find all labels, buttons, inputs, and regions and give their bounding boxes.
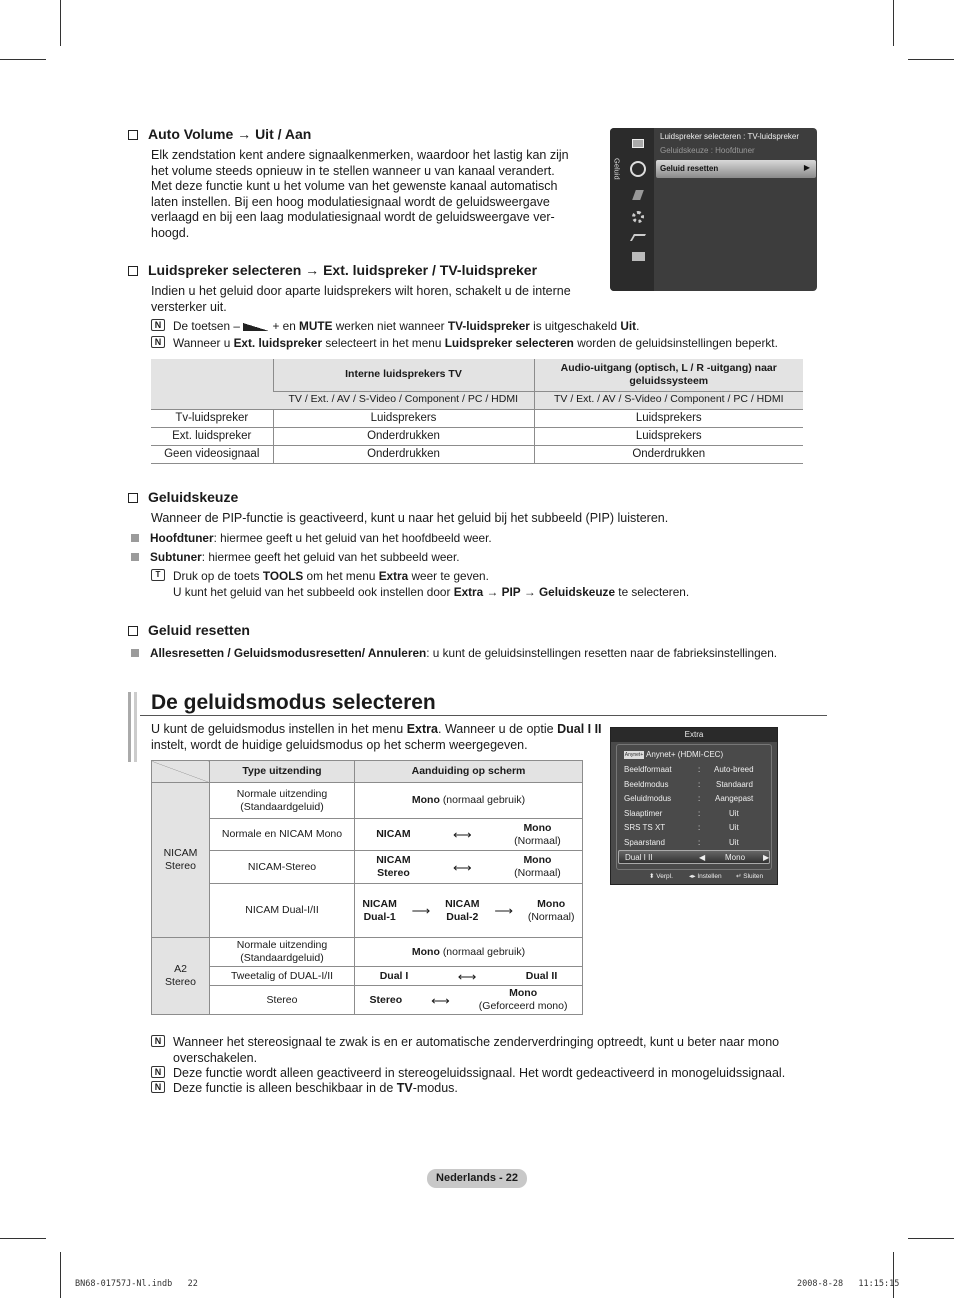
menu-row[interactable]: Beeldmodus : Standaard [624,780,753,789]
application-icon [632,252,645,261]
group-nicam: NICAM Stereo [152,783,210,938]
note-icon: N [151,319,165,331]
crop-mark [908,59,954,60]
table-row: NICAM-Stereo NICAM Stereo ⟷ Mono (Normaal) [152,851,583,884]
table-corner [152,761,210,783]
volume-icon [243,323,269,331]
table-header: Audio-uitgang (optisch, L / R -uitgang) naar geluidssysteem [534,359,803,391]
note-icon: N [151,336,165,348]
setup-icon [632,211,644,223]
crop-mark [908,1238,954,1239]
tv-menu-screenshot-extra [610,727,778,885]
section-heading-sound-reset: Geluid resetten [128,622,250,640]
menu-row-sound-select: Geluidskeuze : Hoofdtuner [660,146,755,155]
menu-sidebar [610,128,654,291]
table-row: Normale en NICAM Mono NICAM ⟷ Mono (Normaal) [152,819,583,851]
menu-title: Extra [611,728,777,742]
checkbox-icon [128,493,138,503]
note-tv-mode: N Deze functie is alleen beschikbaar in de TV-modus. [151,1081,458,1097]
updown-icon: ⬍ [649,873,657,880]
tv-menu-screenshot-sound [610,128,817,291]
menu-row[interactable]: Spaarstand : Uit [624,838,739,847]
crop-mark [893,0,894,46]
double-arrow-icon: ⟷ [453,859,472,875]
left-arrow-icon[interactable]: ◀ [699,853,706,862]
footer-move: ⬍ Verpl. [649,873,673,880]
table-header: Aanduiding op scherm [355,761,583,783]
note-stereo-weak: N Wanneer het stereosignaal te zwak is en er automatische zenderverdringing optreedt, kunt u beter naar mono overschakelen. [151,1035,779,1066]
note-speaker-2: N Wanneer u Ext. luidspreker selecteert in het menu Luidspreker selecteren worden de geluidsinstellingen beperkt. [151,336,778,351]
double-arrow-icon: ⟷ [457,968,477,984]
bullet-main-tuner: Hoofdtuner: hiermee geeft u het geluid van het hoofdbeeld weer. [131,531,492,546]
exit-icon: ↵ [736,873,744,880]
note-icon: N [151,1035,165,1047]
page-number-badge: Nederlands - 22 [427,1169,527,1188]
bullet-sub-tuner: Subtuner: hiermee geeft het geluid van het subbeeld weer. [131,550,460,565]
menu-row[interactable]: Slaaptimer : Uit [624,809,739,818]
menu-row[interactable]: Geluidmodus : Aangepast [624,794,754,803]
right-arrow-icon: ⟶ [494,903,514,918]
title-bar-decoration [128,692,131,762]
group-a2: A2 Stereo [152,938,210,1015]
crop-mark [0,1238,46,1239]
table-subheader: TV / Ext. / AV / S-Video / Component / PC / HDMI [273,391,534,409]
title-bar-decoration [134,692,137,762]
double-arrow-icon: ⟷ [453,827,472,842]
right-arrow-icon[interactable]: ▶ [763,853,770,862]
table-row: A2 Stereo Normale uitzending (Standaardgeluid) Mono (normaal gebruik) [152,938,583,967]
table-row: Ext. luidspreker Onderdrukken Luidsprekers [151,427,803,445]
anynet-logo: Anynet+ [624,752,644,758]
right-arrow-icon: ▶ [803,163,810,172]
title-underline [140,715,827,716]
crop-mark [893,1252,894,1298]
leftright-icon: ◂▸ [689,873,698,880]
checkbox-icon [128,626,138,636]
page-title: De geluidsmodus selecteren [151,691,436,714]
footer-exit: ↵ Sluiten [736,873,764,880]
menu-row[interactable]: SRS TS XT : Uit [624,823,739,832]
table-header: Interne luidsprekers TV [273,359,534,391]
menu-row-anynet[interactable]: Anynet+ (HDMI-CEC) [646,750,724,759]
checkbox-icon [128,130,138,140]
checkbox-icon [128,266,138,276]
note-speaker-1: N De toetsen – + en MUTE werken niet wanneer TV-luidspreker is uitgeschakeld Uit. [151,319,639,334]
crop-mark [60,0,61,46]
bullet-reset: Allesresetten / Geluidsmodusresetten/ Annuleren: u kunt de geluidsinstellingen resetten naar de fabrieksinstellingen. [131,646,777,661]
speaker-table [151,359,803,464]
note-tools: T Druk op de toets TOOLS om het menu Extra weer te geven. U kunt het geluid van het subbeeld ook instellen door Extra → PIP → Geluidskeuze te selecteren. [151,569,689,599]
bullet-icon [131,553,139,561]
footer-enter: ◂▸ Instellen [689,873,722,880]
mode-intro: U kunt de geluidsmodus instellen in het menu Extra. Wanneer u de optie Dual I II instelt, wordt de huidige geluidsmodus op het scherm weergegeven. [151,722,602,752]
auto-volume-body: Elk zendstation kent andere signaalkenmerken, waardoor het lastig kan zijn het volume steeds opnieuw in te stellen wanneer u van kanaal verandert. Met deze functie kunt u het volume van het gewenste kanaal automatisch laten instellen. Bij een hoog modulatiesignaal wordt de geluidsweergave verlaagd en bij een laag modulatiesignaal wordt de geluidsweergave ver- hoogd. [151,148,569,240]
bullet-icon [131,649,139,657]
table-header: Type uitzending [210,761,355,783]
menu-side-label: Geluid [612,158,622,180]
speaker-body: Indien u het geluid door aparte luidsprekers wilt horen, schakelt u de interne versterker uit. [151,284,571,314]
sound-mode-table [151,760,583,1015]
menu-row-dual-selected[interactable]: Dual I II ◀ Mono ▶ [618,850,770,864]
tools-icon: T [151,569,165,581]
note-icon: N [151,1066,165,1078]
sound-icon [630,161,646,177]
table-row: Tv-luidspreker Luidsprekers Luidsprekers [151,409,803,427]
table-row: NICAM Stereo Normale uitzending (Standaardgeluid) Mono (normaal gebruik) [152,783,583,819]
print-file-info: BN68-01757J-Nl.indb 22 [75,1279,198,1289]
sound-select-body: Wanneer de PIP-functie is geactiveerd, kunt u naar het geluid bij het subbeeld (PIP) luisteren. [151,511,669,525]
print-date-info: 2008-8-28 11:15:15 [797,1279,900,1289]
menu-row-speaker: Luidspreker selecteren : TV-luidspreker [660,132,800,141]
section-heading-auto-volume: Auto Volume → Uit / Aan [128,126,311,144]
bullet-icon [131,534,139,542]
table-corner [151,359,273,409]
section-heading-sound-select: Geluidskeuze [128,489,238,507]
double-arrow-icon: ⟷ [431,992,450,1008]
note-stereo-only: N Deze functie wordt alleen geactiveerd in stereogeluidssignaal. Het wordt gedeactiveerd in monogeluidssignaal. [151,1066,785,1082]
note-icon: N [151,1081,165,1093]
crop-mark [0,59,46,60]
menu-row-reset-selected[interactable]: Geluid resetten ▶ [656,160,816,178]
table-row: Geen videosignaal Onderdrukken Onderdrukken [151,445,803,463]
crop-mark [60,1252,61,1298]
table-row: Tweetalig of DUAL-I/II Dual I ⟷ Dual II [152,967,583,986]
menu-row[interactable]: Beeldformaat : Auto-breed [624,765,754,774]
table-row: NICAM Dual-I/II NICAM Dual-1 ⟶ NICAM Dual-2 ⟶ Mono (Normaal) [152,884,583,938]
table-row: Stereo Stereo ⟷ Mono (Geforceerd mono) [152,986,583,1015]
table-subheader: TV / Ext. / AV / S-Video / Component / PC / HDMI [534,391,803,409]
right-arrow-icon: ⟶ [411,903,431,918]
section-heading-speaker: Luidspreker selecteren → Ext. luidspreker / TV-luidspreker [128,262,537,280]
picture-icon [632,139,644,148]
